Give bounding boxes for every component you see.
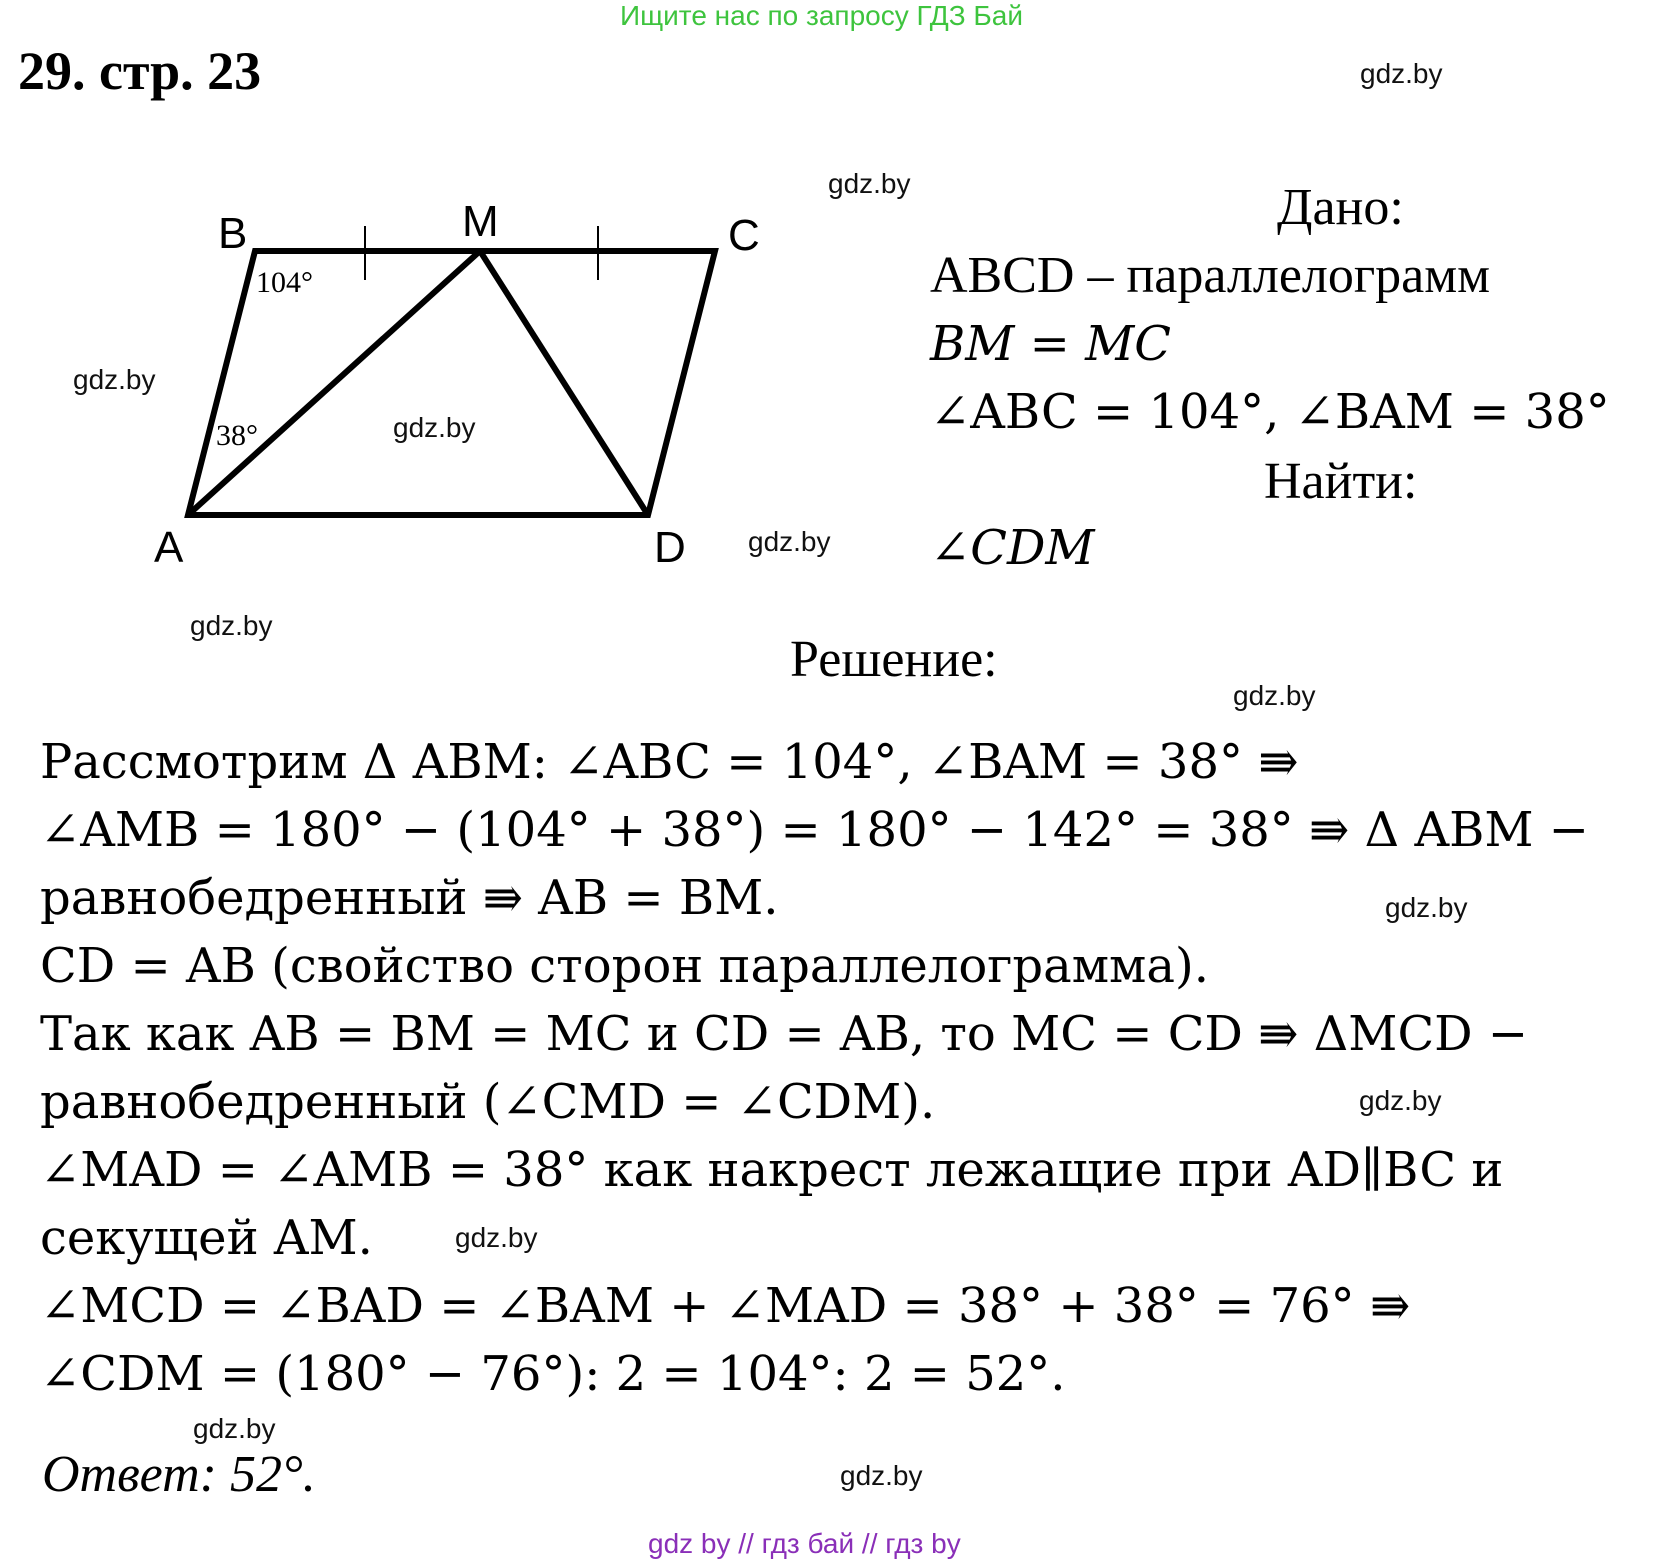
solution-line: равнобедренный ⇛ AB = BM. bbox=[40, 870, 779, 926]
watermark: gdz.by bbox=[748, 526, 831, 557]
watermark: gdz.by bbox=[393, 412, 476, 443]
given-heading: Дано: bbox=[1277, 179, 1404, 236]
watermark: gdz.by bbox=[1233, 680, 1316, 711]
watermark: gdz.by bbox=[840, 1460, 923, 1491]
given-line-3: ∠ABC = 104°, ∠BAM = 38° bbox=[930, 384, 1610, 440]
angle-label-a: 38° bbox=[216, 419, 258, 452]
top-banner: Ищите нас по запросу ГДЗ Бай bbox=[620, 0, 1024, 31]
solution-line: ∠AMB = 180° − (104° + 38°) = 180° − 142° = 38° ⇛ Δ ABM − bbox=[40, 802, 1590, 858]
segment-md bbox=[480, 251, 648, 515]
watermark: gdz.by bbox=[1359, 1085, 1442, 1116]
parallelogram-figure bbox=[0, 0, 800, 600]
solution-line: ∠CDM = (180° − 76°): 2 = 104°: 2 = 52°. bbox=[40, 1346, 1066, 1402]
watermark: gdz.by bbox=[190, 610, 273, 641]
solution-heading: Решение: bbox=[790, 631, 998, 688]
solution-line: секущей AM. bbox=[40, 1210, 373, 1266]
page-title: 29. стр. 23 bbox=[18, 41, 262, 101]
angle-label-b: 104° bbox=[256, 266, 313, 299]
watermark: gdz.by bbox=[828, 168, 911, 199]
solution-body bbox=[40, 728, 1589, 1408]
watermark: gdz.by bbox=[1360, 58, 1443, 89]
point-label-m: M bbox=[462, 197, 499, 246]
solution-line: равнобедренный (∠CMD = ∠CDM). bbox=[40, 1074, 936, 1130]
solution-line: ∠MAD = ∠AMB = 38° как накрест лежащие при AD∥BC и bbox=[40, 1142, 1504, 1198]
point-label-b: B bbox=[218, 209, 248, 258]
point-label-a: A bbox=[154, 523, 184, 572]
solution-line: Рассмотрим Δ ABM: ∠ABC = 104°, ∠BAM = 38° ⇛ bbox=[40, 734, 1299, 790]
footer-links: gdz by // гдз бай // гдз by bbox=[648, 1528, 961, 1559]
segment-am bbox=[188, 251, 480, 515]
given-line-2: BM = MC bbox=[930, 316, 1172, 372]
watermark: gdz.by bbox=[73, 364, 156, 395]
find-value: ∠CDM bbox=[930, 520, 1095, 576]
answer: Ответ: 52°. bbox=[42, 1446, 316, 1503]
watermark: gdz.by bbox=[455, 1222, 538, 1253]
point-label-d: D bbox=[654, 523, 686, 572]
solution-line: ∠MCD = ∠BAD = ∠BAM + ∠MAD = 38° + 38° = 76° ⇛ bbox=[40, 1278, 1411, 1334]
point-label-c: C bbox=[728, 211, 760, 260]
solution-line: Так как AB = BM = MC и CD = AB, то MC = CD ⇛ ΔMCD − bbox=[40, 1006, 1529, 1062]
watermark: gdz.by bbox=[193, 1413, 276, 1444]
solution-line: CD = AB (свойство сторон параллелограмма). bbox=[40, 938, 1209, 994]
find-heading: Найти: bbox=[1264, 453, 1418, 510]
given-line-1: ABCD – параллелограмм bbox=[930, 247, 1491, 304]
watermark: gdz.by bbox=[1385, 892, 1468, 923]
